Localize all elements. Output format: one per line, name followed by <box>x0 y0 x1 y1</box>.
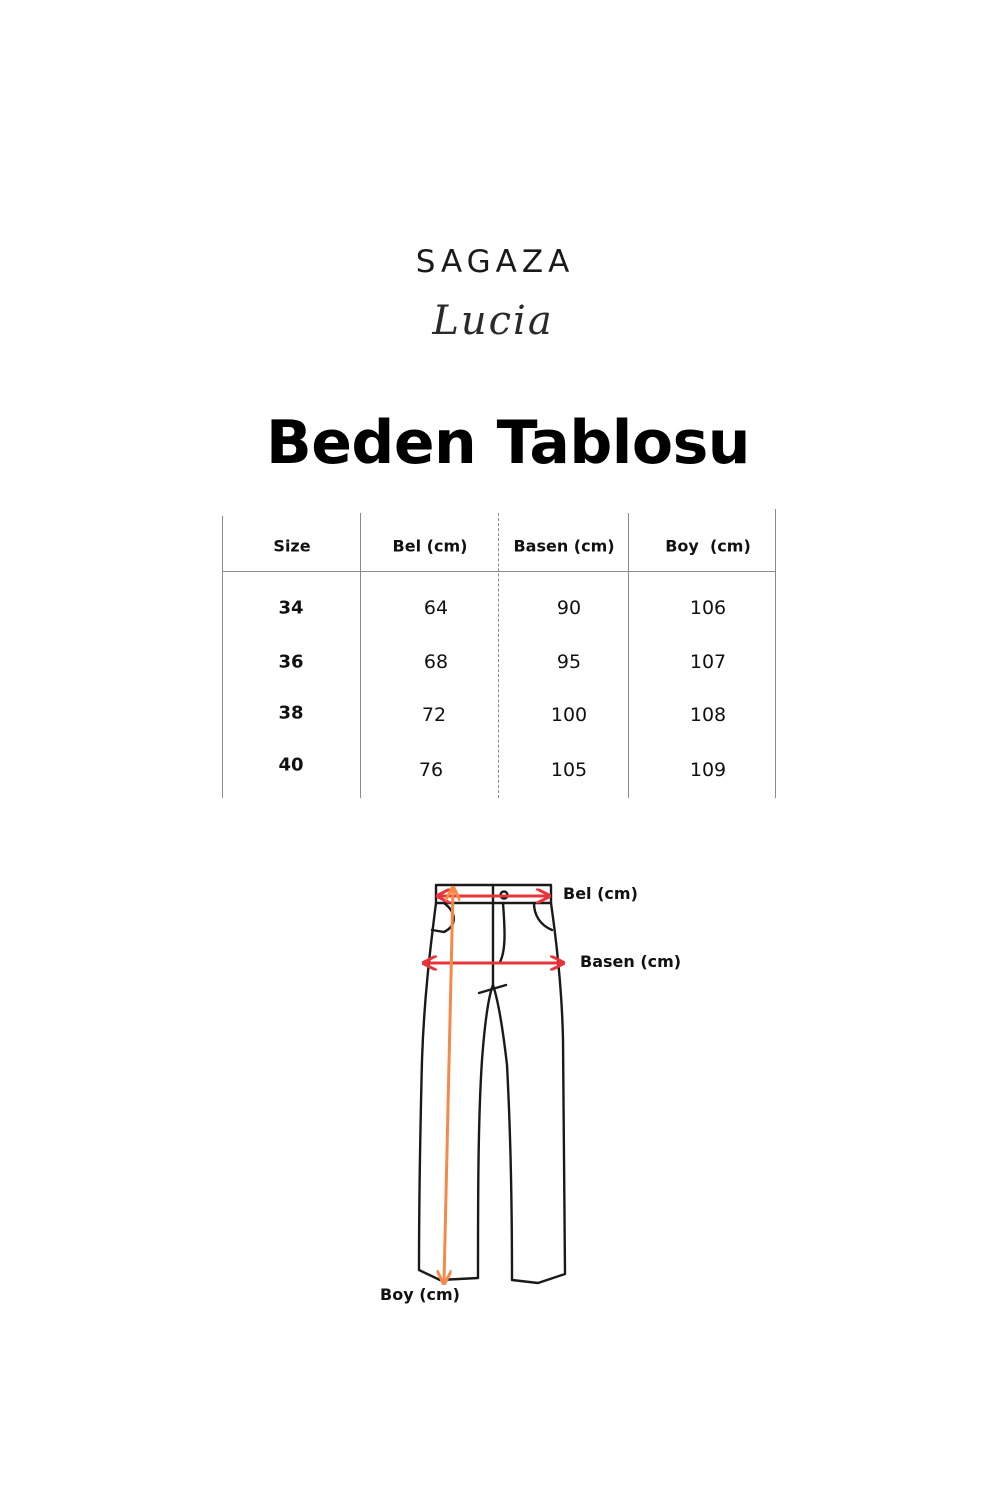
table-cell-hip: 105 <box>550 759 588 781</box>
table-cell-size: 40 <box>278 754 304 776</box>
table-header-hip: Basen (cm) <box>513 536 615 556</box>
table-header-size: Size <box>273 536 311 556</box>
table-cell-waist: 76 <box>418 759 444 781</box>
length-label: Boy (cm) <box>380 1285 460 1304</box>
table-cell-length: 109 <box>689 759 727 781</box>
page-title: Beden Tablosu <box>265 408 751 478</box>
table-cell-size: 38 <box>278 702 304 724</box>
table-cell-length: 107 <box>689 651 727 673</box>
table-cell-length: 106 <box>689 597 727 619</box>
product-name: Lucia <box>432 298 554 344</box>
table-cell-size: 34 <box>278 597 304 619</box>
table-cell-length: 108 <box>689 704 727 726</box>
length-arrow <box>444 889 453 1282</box>
waist-label: Bel (cm) <box>563 884 638 903</box>
brand-name: SAGAZA <box>415 244 575 280</box>
table-cell-hip: 100 <box>550 704 588 726</box>
hip-label: Basen (cm) <box>580 952 682 971</box>
table-header-waist: Bel (cm) <box>392 536 468 556</box>
table-cell-waist: 72 <box>421 704 447 726</box>
table-cell-hip: 95 <box>556 651 582 673</box>
table-cell-hip: 90 <box>556 597 582 619</box>
table-cell-waist: 64 <box>423 597 449 619</box>
table-cell-waist: 68 <box>423 651 449 673</box>
right-pocket <box>534 903 552 930</box>
fly-stitch <box>500 903 505 962</box>
table-cell-size: 36 <box>278 651 304 673</box>
table-header-length: Boy (cm) <box>665 536 751 556</box>
pants-outline <box>419 885 565 1283</box>
